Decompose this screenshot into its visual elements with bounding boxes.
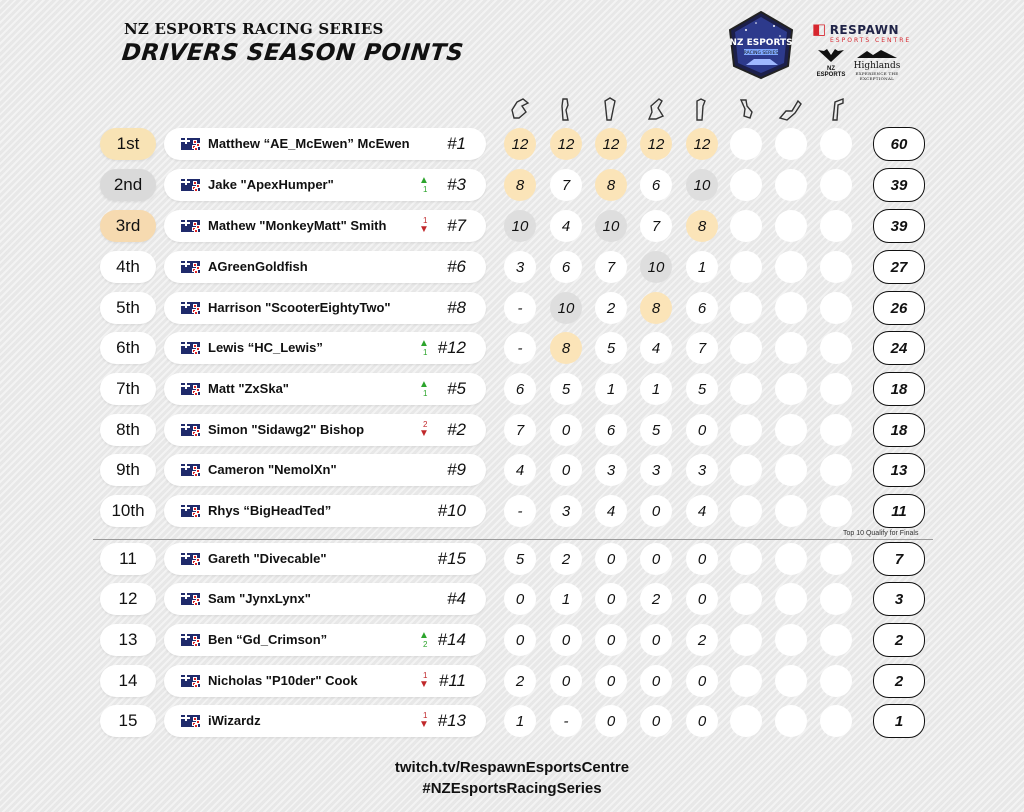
- race-score: [730, 332, 762, 364]
- driver-name: Ben “Gd_Crimson”: [208, 632, 328, 647]
- table-row: [0, 128, 1024, 162]
- race-score: 10: [504, 210, 536, 242]
- race-score: 7: [686, 332, 718, 364]
- position-change: 1: [423, 389, 428, 398]
- race-score: [820, 454, 852, 486]
- highlands-sub: EXPERIENCE THE EXCEPTIONAL: [855, 71, 899, 81]
- race-score: 2: [504, 665, 536, 697]
- driver-card: [164, 454, 486, 486]
- nz-flag-icon: [181, 383, 200, 395]
- race-score: 5: [595, 332, 627, 364]
- total-points: 60: [873, 127, 925, 161]
- mountains-icon: [857, 50, 897, 58]
- race-score: 12: [595, 128, 627, 160]
- race-score: [820, 495, 852, 527]
- table-row: [0, 414, 1024, 448]
- total-points: 3: [873, 582, 925, 616]
- race-score: [730, 210, 762, 242]
- race-score: [775, 292, 807, 324]
- race-score: [820, 332, 852, 364]
- nz-flag-icon: [181, 261, 200, 273]
- total-points: 39: [873, 209, 925, 243]
- race-score: [820, 705, 852, 737]
- total-points: 1: [873, 704, 925, 738]
- badge-subtext: RACING SERIES: [743, 51, 779, 56]
- driver-number: #8: [447, 298, 466, 317]
- driver-name: Jake "ApexHumper": [208, 177, 334, 192]
- race-score: [775, 705, 807, 737]
- driver-number: #6: [447, 257, 466, 276]
- race-score: 0: [686, 665, 718, 697]
- wings-icon: [816, 48, 846, 64]
- highlands-logo: [852, 50, 902, 81]
- driver-card: [164, 414, 486, 446]
- race-score: 0: [550, 624, 582, 656]
- race-score: [730, 128, 762, 160]
- driver-card: [164, 332, 486, 364]
- driver-number: #1: [447, 134, 466, 153]
- driver-number: #14: [437, 630, 466, 649]
- race-score: 8: [550, 332, 582, 364]
- race-score: 10: [640, 251, 672, 283]
- position-badge: 14: [100, 665, 156, 697]
- nz-flag-icon: [181, 220, 200, 232]
- race-score: 0: [595, 665, 627, 697]
- total-points: 27: [873, 250, 925, 284]
- race-score: 0: [640, 495, 672, 527]
- race-score: 6: [640, 169, 672, 201]
- race-score: 0: [595, 583, 627, 615]
- twitch-link[interactable]: twitch.tv/RespawnEsportsCentre: [394, 759, 630, 776]
- race-score: [820, 414, 852, 446]
- race-score: 2: [640, 583, 672, 615]
- nz-flag-icon: [181, 302, 200, 314]
- driver-card: [164, 128, 486, 160]
- race-score: 6: [550, 251, 582, 283]
- driver-name: Lewis “HC_Lewis”: [208, 340, 323, 355]
- race-score: [730, 624, 762, 656]
- driver-name: Cameron "NemolXn": [208, 462, 337, 477]
- driver-name: Gareth "Divecable": [208, 551, 327, 566]
- track-6-icon: [735, 96, 759, 122]
- driver-number: #3: [447, 175, 466, 194]
- driver-name: Nicholas "P10der" Cook: [208, 673, 358, 688]
- driver-name: Matthew “AE_McEwen” McEwen: [208, 136, 410, 151]
- nz-flag-icon: [181, 675, 200, 687]
- nz-flag-icon: [181, 715, 200, 727]
- driver-card: [164, 210, 486, 242]
- qualify-note: Top 10 Qualify for Finals: [843, 530, 919, 537]
- race-score: 0: [550, 414, 582, 446]
- race-score: 7: [640, 210, 672, 242]
- race-score: 12: [686, 128, 718, 160]
- race-score: 0: [640, 543, 672, 575]
- race-score: [820, 128, 852, 160]
- race-score: [775, 251, 807, 283]
- driver-number: #5: [447, 379, 466, 398]
- race-score: 0: [686, 583, 718, 615]
- driver-number: #7: [447, 216, 466, 235]
- driver-card: [164, 251, 486, 283]
- race-score: 10: [686, 169, 718, 201]
- race-score: [730, 583, 762, 615]
- position-down-icon: ▼ 1: [419, 671, 429, 690]
- race-score: 12: [550, 128, 582, 160]
- race-score: [775, 665, 807, 697]
- nz-flag-icon: [181, 593, 200, 605]
- table-row: [0, 665, 1024, 699]
- driver-card: [164, 495, 486, 527]
- race-score: [730, 169, 762, 201]
- race-score: [775, 454, 807, 486]
- race-score: 1: [595, 373, 627, 405]
- race-score: [730, 543, 762, 575]
- table-row: [0, 210, 1024, 244]
- nz-flag-icon: [181, 424, 200, 436]
- race-score: 4: [504, 454, 536, 486]
- position-change: 1: [423, 216, 428, 225]
- nz-flag-icon: [181, 634, 200, 646]
- total-points: 11: [873, 494, 925, 528]
- position-badge: 9th: [100, 454, 156, 486]
- race-score: [730, 292, 762, 324]
- race-score: 7: [595, 251, 627, 283]
- position-change: 2: [423, 640, 428, 649]
- race-score: [820, 373, 852, 405]
- table-row: [0, 624, 1024, 658]
- position-badge: 6th: [100, 332, 156, 364]
- position-badge: 11: [100, 543, 156, 575]
- driver-name: iWizardz: [208, 713, 261, 728]
- track-8-icon: [825, 96, 849, 122]
- driver-card: [164, 665, 486, 697]
- race-score: 1: [504, 705, 536, 737]
- race-score: [730, 373, 762, 405]
- position-up-icon: ▲ 2: [419, 630, 429, 649]
- race-score: -: [504, 495, 536, 527]
- position-badge: 2nd: [100, 169, 156, 201]
- race-score: [730, 495, 762, 527]
- driver-name: AGreenGoldfish: [208, 259, 308, 274]
- race-score: 0: [686, 414, 718, 446]
- position-up-icon: ▲ 1: [419, 379, 429, 398]
- position-badge: 8th: [100, 414, 156, 446]
- driver-card: [164, 292, 486, 324]
- race-score: 2: [550, 543, 582, 575]
- position-badge: 7th: [100, 373, 156, 405]
- table-row: [0, 454, 1024, 488]
- race-score: 3: [504, 251, 536, 283]
- race-score: 1: [550, 583, 582, 615]
- race-score: [775, 373, 807, 405]
- race-score: 3: [550, 495, 582, 527]
- race-score: 6: [686, 292, 718, 324]
- table-row: [0, 169, 1024, 203]
- race-score: [820, 583, 852, 615]
- race-score: -: [504, 332, 536, 364]
- position-change: 2: [423, 420, 428, 429]
- driver-card: [164, 169, 486, 201]
- position-down-icon: ▼ 1: [419, 711, 429, 730]
- total-points: 18: [873, 372, 925, 406]
- position-change: 1: [423, 185, 428, 194]
- race-score: [775, 414, 807, 446]
- race-score: 8: [504, 169, 536, 201]
- race-score: 0: [640, 665, 672, 697]
- race-score: [820, 292, 852, 324]
- race-score: [820, 251, 852, 283]
- race-score: 10: [595, 210, 627, 242]
- badge-text: NZ ESPORTS: [729, 38, 793, 48]
- table-row: [0, 251, 1024, 285]
- race-score: 8: [595, 169, 627, 201]
- race-score: 0: [504, 624, 536, 656]
- nz-flag-icon: [181, 464, 200, 476]
- table-row: [0, 332, 1024, 366]
- track-5-icon: [689, 96, 713, 122]
- total-points: 18: [873, 413, 925, 447]
- race-score: 0: [595, 705, 627, 737]
- qualify-divider: [93, 539, 933, 540]
- nz-flag-icon: [181, 505, 200, 517]
- race-score: 5: [640, 414, 672, 446]
- race-score: 4: [595, 495, 627, 527]
- total-points: 24: [873, 331, 925, 365]
- race-score: 0: [686, 705, 718, 737]
- race-score: [730, 454, 762, 486]
- highlands-name: Highlands: [853, 61, 901, 71]
- race-score: [820, 543, 852, 575]
- race-score: 7: [504, 414, 536, 446]
- driver-name: Mathew "MonkeyMatt" Smith: [208, 218, 387, 233]
- race-score: [775, 332, 807, 364]
- total-points: 7: [873, 542, 925, 576]
- race-score: [775, 128, 807, 160]
- race-score: [775, 624, 807, 656]
- race-score: [775, 210, 807, 242]
- track-1-icon: [508, 96, 532, 122]
- race-score: 6: [504, 373, 536, 405]
- race-score: 4: [640, 332, 672, 364]
- race-score: -: [504, 292, 536, 324]
- race-score: [730, 665, 762, 697]
- race-score: [820, 169, 852, 201]
- race-score: 12: [640, 128, 672, 160]
- race-score: [775, 169, 807, 201]
- nz-flag-icon: [181, 553, 200, 565]
- track-2-icon: [553, 96, 577, 122]
- table-row: [0, 373, 1024, 407]
- position-change: 1: [423, 348, 428, 357]
- driver-card: [164, 373, 486, 405]
- position-down-icon: ▼ 1: [419, 216, 429, 235]
- total-points: 13: [873, 453, 925, 487]
- driver-number: #10: [437, 501, 466, 520]
- driver-card: [164, 583, 486, 615]
- respawn-sub: ESPORTS CENTRE: [830, 37, 912, 44]
- position-up-icon: ▲ 1: [419, 338, 429, 357]
- race-score: [730, 705, 762, 737]
- driver-card: [164, 705, 486, 737]
- race-score: [775, 583, 807, 615]
- race-score: 1: [640, 373, 672, 405]
- respawn-logo: ◧ RESPAWN ESPORTS CENTRE: [812, 20, 912, 44]
- position-up-icon: ▲ 1: [419, 175, 429, 194]
- track-7-icon: [778, 96, 802, 122]
- race-score: 8: [686, 210, 718, 242]
- position-badge: 4th: [100, 251, 156, 283]
- race-score: 2: [595, 292, 627, 324]
- race-score: 3: [640, 454, 672, 486]
- race-score: -: [550, 705, 582, 737]
- table-row: [0, 292, 1024, 326]
- race-score: 0: [595, 624, 627, 656]
- race-score: 1: [686, 251, 718, 283]
- nz-esports-logo: [813, 48, 849, 78]
- page-title: DRIVERS SEASON POINTS: [120, 40, 465, 66]
- race-score: 5: [504, 543, 536, 575]
- track-4-icon: [644, 96, 668, 122]
- position-down-icon: ▼ 2: [419, 420, 429, 439]
- race-score: 0: [686, 543, 718, 575]
- nz-flag-icon: [181, 179, 200, 191]
- race-score: 0: [595, 543, 627, 575]
- race-score: 5: [550, 373, 582, 405]
- race-score: 4: [686, 495, 718, 527]
- track-3-icon: [598, 96, 622, 122]
- position-badge: 15: [100, 705, 156, 737]
- race-score: 0: [640, 624, 672, 656]
- driver-name: Matt "ZxSka": [208, 381, 289, 396]
- race-score: 0: [504, 583, 536, 615]
- race-score: 3: [686, 454, 718, 486]
- position-badge: 12: [100, 583, 156, 615]
- driver-name: Sam "JynxLynx": [208, 591, 311, 606]
- position-badge: 13: [100, 624, 156, 656]
- race-score: [730, 414, 762, 446]
- race-score: [820, 665, 852, 697]
- race-score: 8: [640, 292, 672, 324]
- position-badge: 3rd: [100, 210, 156, 242]
- table-row: [0, 543, 1024, 577]
- race-score: 5: [686, 373, 718, 405]
- respawn-name: RESPAWN: [829, 23, 899, 37]
- table-row: [0, 705, 1024, 739]
- driver-number: #4: [447, 589, 466, 608]
- race-score: 3: [595, 454, 627, 486]
- driver-card: [164, 624, 486, 656]
- position-badge: 10th: [100, 495, 156, 527]
- nz-flag-icon: [181, 138, 200, 150]
- race-score: 0: [640, 705, 672, 737]
- race-score: 6: [595, 414, 627, 446]
- nz-esports-badge-logo: [726, 10, 796, 80]
- driver-number: #11: [438, 671, 466, 690]
- race-score: 0: [550, 454, 582, 486]
- driver-name: Simon "Sidawg2" Bishop: [208, 422, 365, 437]
- position-change: 1: [423, 671, 428, 680]
- race-score: [820, 210, 852, 242]
- nz-esports-text: NZ ESPORTS: [816, 66, 846, 78]
- table-row: [0, 495, 1024, 529]
- race-score: 12: [504, 128, 536, 160]
- race-score: [820, 624, 852, 656]
- race-score: [775, 495, 807, 527]
- total-points: 2: [873, 623, 925, 657]
- race-score: 10: [550, 292, 582, 324]
- driver-number: #13: [437, 711, 466, 730]
- driver-card: [164, 543, 486, 575]
- race-score: [730, 251, 762, 283]
- total-points: 26: [873, 291, 925, 325]
- driver-number: #9: [447, 460, 466, 479]
- driver-name: Harrison "ScooterEightyTwo": [208, 300, 391, 315]
- hashtag: #NZEsportsRacingSeries: [422, 780, 602, 797]
- driver-number: #15: [437, 549, 466, 568]
- table-row: [0, 583, 1024, 617]
- nz-flag-icon: [181, 342, 200, 354]
- total-points: 2: [873, 664, 925, 698]
- position-change: 1: [423, 711, 428, 720]
- race-score: [775, 543, 807, 575]
- race-score: 4: [550, 210, 582, 242]
- driver-number: #2: [447, 420, 466, 439]
- header-subtitle: NZ ESPORTS RACING SERIES: [124, 20, 384, 38]
- race-score: 2: [686, 624, 718, 656]
- driver-name: Rhys “BigHeadTed”: [208, 503, 332, 518]
- driver-number: #12: [437, 338, 466, 357]
- race-score: 0: [550, 665, 582, 697]
- position-badge: 1st: [100, 128, 156, 160]
- position-badge: 5th: [100, 292, 156, 324]
- race-score: 7: [550, 169, 582, 201]
- total-points: 39: [873, 168, 925, 202]
